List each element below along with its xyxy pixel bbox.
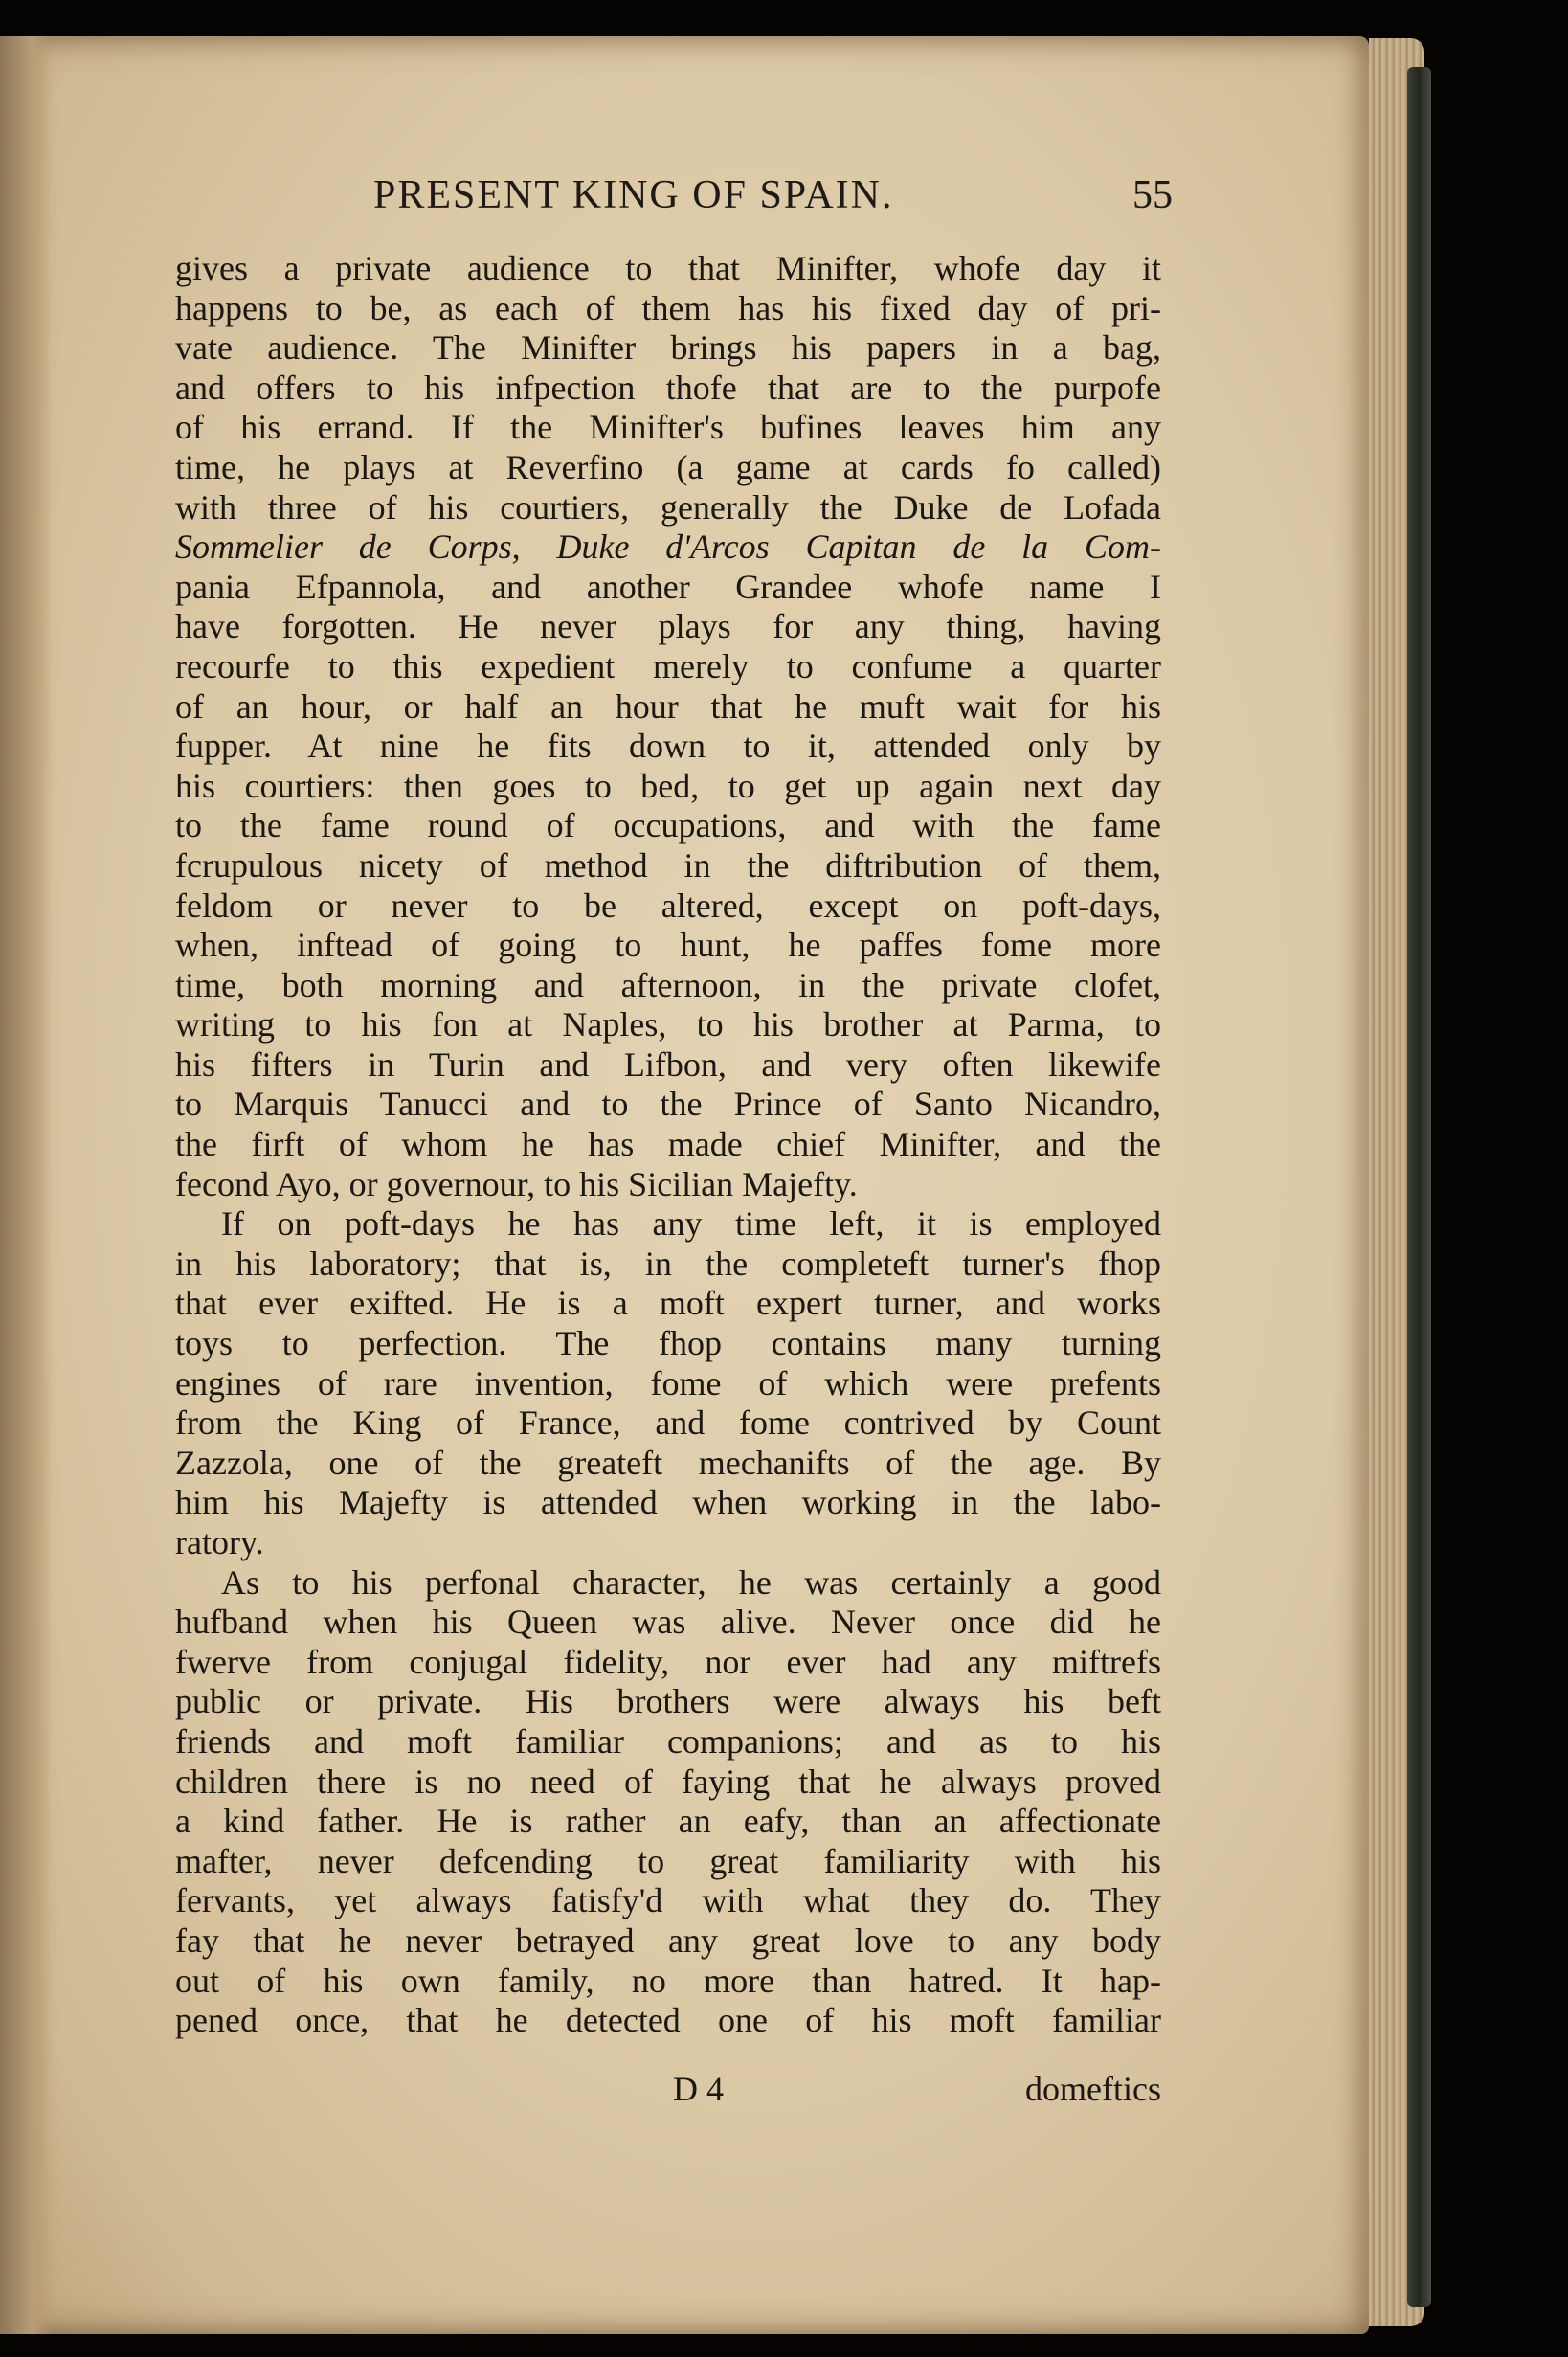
text-line: his courtiers: then goes to bed, to get up again next day [175,766,1161,805]
text-line: to Marquis Tanucci and to the Prince of Santo Nicandro, [175,1085,1161,1124]
text-line: pania Efpannola, and another Grandee whofe name I [175,567,1161,606]
text-line: Zazzola, one of the greateft mechanifts of the age. By [175,1443,1161,1482]
text-line: fecond Ayo, or governour, to his Sicilian Majefty. [175,1164,858,1203]
text-line: friends and moft familiar companions; and as to his [175,1721,1161,1761]
text-line: public or private. His brothers were always his beft [175,1682,1161,1721]
text-line: the firft of whom he has made chief Minifter, and the [175,1125,1161,1164]
text-line: when, inftead of going to hunt, he paffes fome more [175,926,1161,965]
text-line: fervants, yet always fatisfy'd with what they do. They [175,1881,1161,1920]
text-line: As to his perfonal character, he was certainly a good [221,1562,1161,1602]
text-line: that ever exifted. He is a moft expert turner, and works [175,1284,1161,1323]
catchword: domeftics [1025,2070,1161,2108]
text-line: engines of rare invention, fome of which were prefents [175,1363,1161,1403]
text-line: mafter, never defcending to great familiarity with his [175,1841,1161,1880]
text-line: toys to perfection. The fhop contains many turning [175,1324,1161,1363]
text-line: If on poft-days he has any time left, it is employed [221,1204,1161,1244]
text-line: from the King of France, and fome contrived by Count [175,1403,1161,1443]
text-line: gives a private audience to that Minifter, whofe day it [175,249,1161,287]
book-spine [1407,67,1431,2307]
text-line: in his laboratory; that is, in the completeft turner's fhop [175,1244,1161,1283]
text-line: him his Majefty is attended when working in the labo- [175,1483,1161,1522]
text-line: of an hour, or half an hour that he muft wait for his [175,686,1161,726]
text-line: vate audience. The Minifter brings his papers in a bag, [175,328,1161,368]
text-line: fay that he never betrayed any great love to any body [175,1920,1161,1960]
running-head [172,172,1173,230]
text-line: writing to his fon at Naples, to his brother at Parma, to [175,1005,1161,1044]
text-line: to the fame round of occupations, and with the fame [175,806,1161,845]
text-line: fcrupulous nicety of method in the diftribution of them, [175,845,1161,885]
text-line: time, both morning and afternoon, in the private clofet, [175,965,1161,1004]
page-gutter [0,36,53,2334]
text-line: and offers to his infpection thofe that are to the purpofe [175,368,1161,407]
page-footer [175,2069,1161,2111]
body-text [175,249,1161,2041]
text-line: a kind father. He is rather an eafy, than an affectionate [175,1802,1161,1841]
text-line: hufband when his Queen was alive. Never once did he [175,1603,1161,1642]
text-line: ratory. [175,1523,264,1561]
text-line: of his errand. If the Minifter's bufines leaves him any [175,408,1161,447]
page-number: 55 [1132,173,1173,217]
text-line: recourfe to this expedient merely to confume a quarter [175,646,1161,685]
text-line: time, he plays at Reverfino (a game at cards fo called) [175,447,1161,486]
text-line: feldom or never to be altered, except on poft-days, [175,886,1161,925]
signature-mark: D 4 [673,2070,724,2108]
text-line: fupper. At nine he fits down to it, attended only by [175,727,1161,766]
text-line: children there is no need of faying that he always proved [175,1762,1161,1801]
text-line: fwerve from conjugal fidelity, nor ever had any miftrefs [175,1642,1161,1681]
text-line: out of his own family, no more than hatred. It hap- [175,1961,1161,2000]
text-line: with three of his courtiers, generally the Duke de Lofada [175,487,1161,527]
text-line: pened once, that he detected one of his moft familiar [175,2001,1161,2040]
running-title: PRESENT KING OF SPAIN. [373,173,894,217]
text-line: his fifters in Turin and Lifbon, and very often likewife [175,1044,1161,1084]
text-line: have forgotten. He never plays for any thing, having [175,607,1161,646]
text-line: happens to be, as each of them has his fixed day of pri- [175,288,1161,327]
text-line: Sommelier de Corps, Duke d'Arcos Capitan de la Com- [175,528,1161,567]
